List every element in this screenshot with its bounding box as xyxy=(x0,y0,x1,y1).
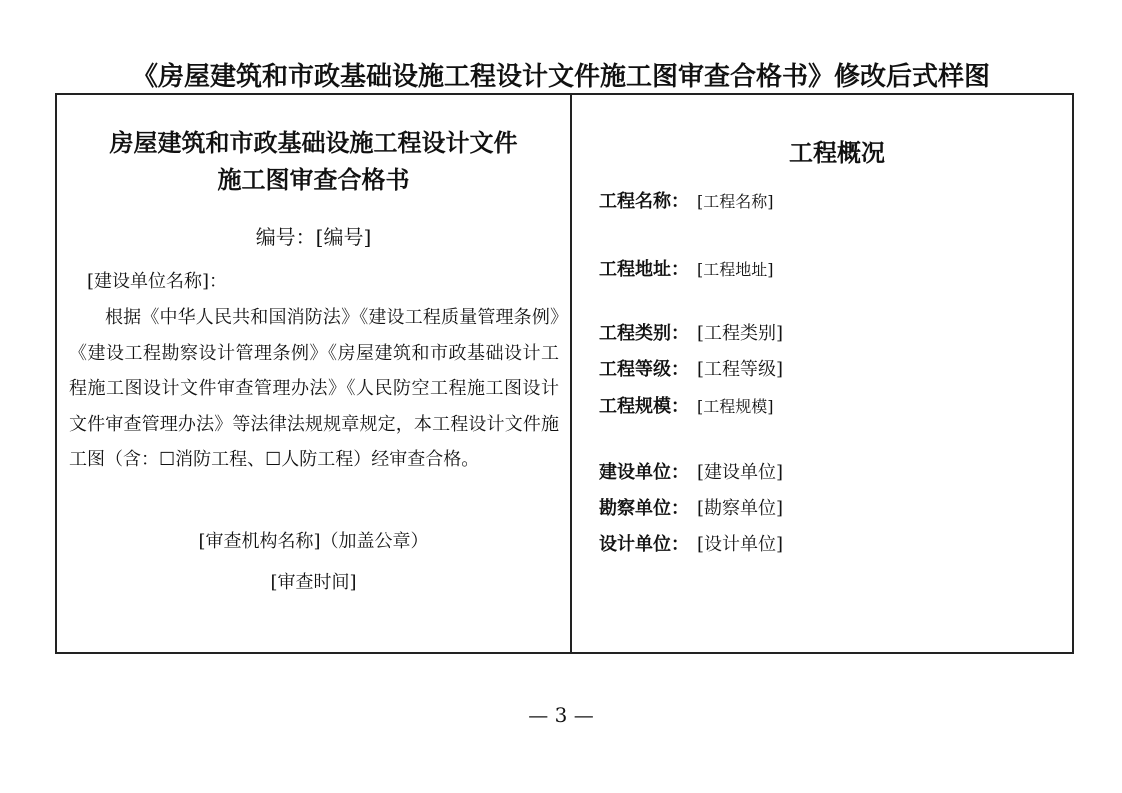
overview-panel xyxy=(572,95,1074,652)
field-construction-unit xyxy=(599,458,783,484)
field-value: [工程规模] xyxy=(697,397,774,416)
field-value: [工程地址] xyxy=(697,260,774,279)
certificate-title-line2: 施工图审查合格书 xyxy=(217,165,410,194)
field-label: 工程等级： xyxy=(599,359,689,380)
field-value: [建设单位] xyxy=(697,462,784,483)
builder-name: [建设单位名称]： xyxy=(87,271,228,292)
field-value: [设计单位] xyxy=(697,534,784,555)
field-project-name xyxy=(599,187,774,213)
field-value: [工程名称] xyxy=(697,192,774,211)
field-survey-unit xyxy=(599,494,783,520)
field-label: 建设单位： xyxy=(599,462,689,483)
field-label: 勘察单位： xyxy=(599,498,689,519)
field-value: [工程等级] xyxy=(697,359,784,380)
document-title: 《房屋建筑和市政基础设施工程设计文件施工图审查合格书》修改后式样图 xyxy=(131,62,990,92)
field-label: 设计单位： xyxy=(599,534,689,555)
field-value: [工程类别] xyxy=(697,323,784,344)
certificate-panel xyxy=(57,95,570,652)
field-project-category xyxy=(599,319,783,345)
review-agency-seal: [审查机构名称]（加盖公章） xyxy=(198,531,429,552)
certificate-number: 编号：[编号] xyxy=(255,225,372,249)
field-design-unit xyxy=(599,530,783,556)
review-time: [审查时间] xyxy=(270,572,357,593)
field-value: [勘察单位] xyxy=(697,498,784,519)
field-label: 工程类别： xyxy=(599,323,689,344)
certificate-title-line1: 房屋建筑和市政基础设施工程设计文件 xyxy=(109,128,518,157)
field-label: 工程名称： xyxy=(599,191,689,212)
certificate-form xyxy=(55,93,1074,654)
field-project-scale xyxy=(599,392,774,418)
field-label: 工程规模： xyxy=(599,396,689,417)
field-project-grade xyxy=(599,355,783,381)
certificate-body: 根据《中华人民共和国消防法》《建设工程质量管理条例》《建设工程勘察设计管理条例》《房屋建筑和市政基础设计工程施工图设计文件审查管理办法》《人民防空工程施工图设计文件审查管理办法》等法律法规规章规定，本工程设计文件施工图（含：☐消防工程、☐人防工程）经审查合格。 xyxy=(69,307,559,470)
overview-title: 工程概况 xyxy=(789,138,885,167)
field-label: 工程地址： xyxy=(599,259,689,280)
field-project-address xyxy=(599,255,774,281)
page-number: — 3 — xyxy=(528,703,594,727)
